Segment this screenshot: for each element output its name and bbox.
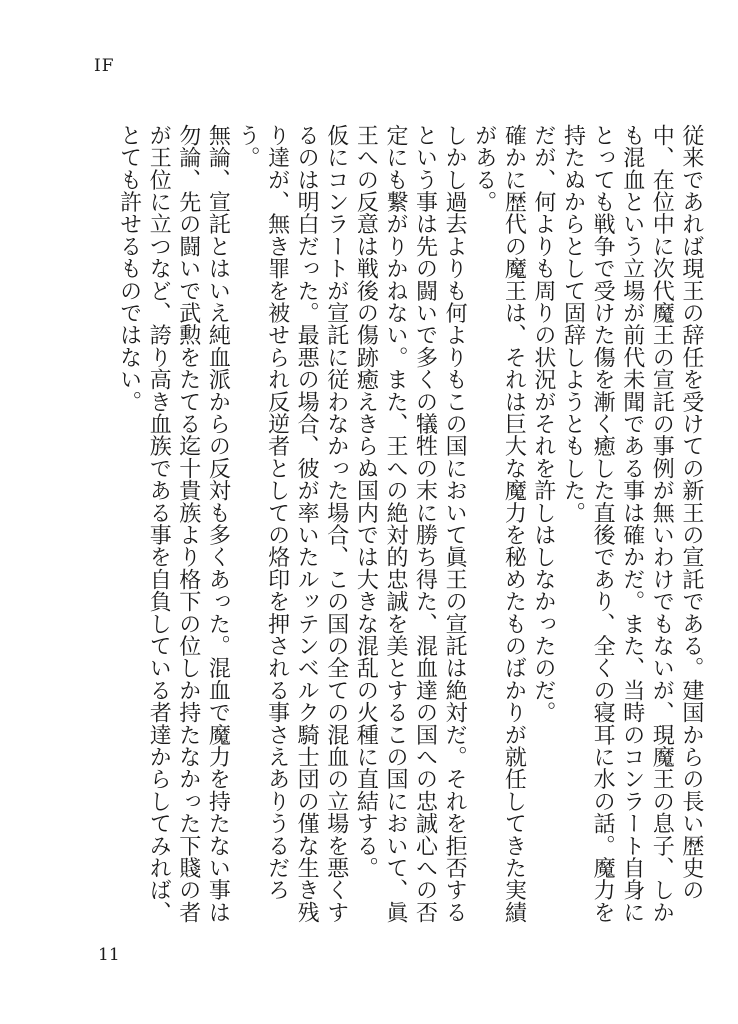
paragraph: 従来であれば現王の辞任を受けての新王の宣託である。建国からの長い歴史の中、在位中に次代魔王の宣託の事例が無いわけでもないが、現魔王の息子、しかも混血という立場が前代未聞である事は確かだ。また、当時のコンラート自身にとっても戦争で受けた傷を漸く癒した直後であり、全くの寝耳に水の話。魔力を持たぬからとして固辞しようともした。 — [560, 124, 704, 924]
page-number: 11 — [98, 945, 120, 965]
vertical-text-column — [114, 124, 706, 944]
paragraph: 仮にコンラートが宣託に従わなかった場合、この国の全ての混血の立場を悪くするのは明白だった。最悪の場合、彼が率いたルッテンベルク騎士団の僅な生き残り達が、無き罪を被せられ反逆者としての烙印を押される事さえありうるだろう。 — [234, 124, 349, 924]
paragraph: 無論、宣託とはいえ純血派からの反対も多くあった。混血で魔力を持たない事は勿論、先の闘いで武勲をたてる迄十貴族より格下の位しか持たなかった下賤の者が王位に立つなど、誇り高き血族である事を自負している者達からしてみれば、とても許せるものではない。 — [116, 124, 231, 924]
paragraph: 確かに歴代の魔王は、それは巨大な魔力を秘めたものばかりが就任してきた実績がある。 — [471, 124, 527, 924]
paragraph: しかし過去よりも何よりもこの国において眞王の宣託は絶対だ。それを拒否するという事は先の闘いで多くの犠牲の末に勝ち得た、混血達の国への忠誠心への否定にも繋がりかねない。また、王への絶対的忠誠を美とするこの国において、眞王への反意は戦後の傷跡癒えきらぬ国内では大きな混乱の火種に直結する。 — [353, 124, 468, 924]
paragraph: だが、何よりも周りの状況がそれを許しはしなかったのだ。 — [530, 124, 556, 724]
body-text — [114, 124, 704, 944]
running-header: IF — [94, 56, 115, 76]
